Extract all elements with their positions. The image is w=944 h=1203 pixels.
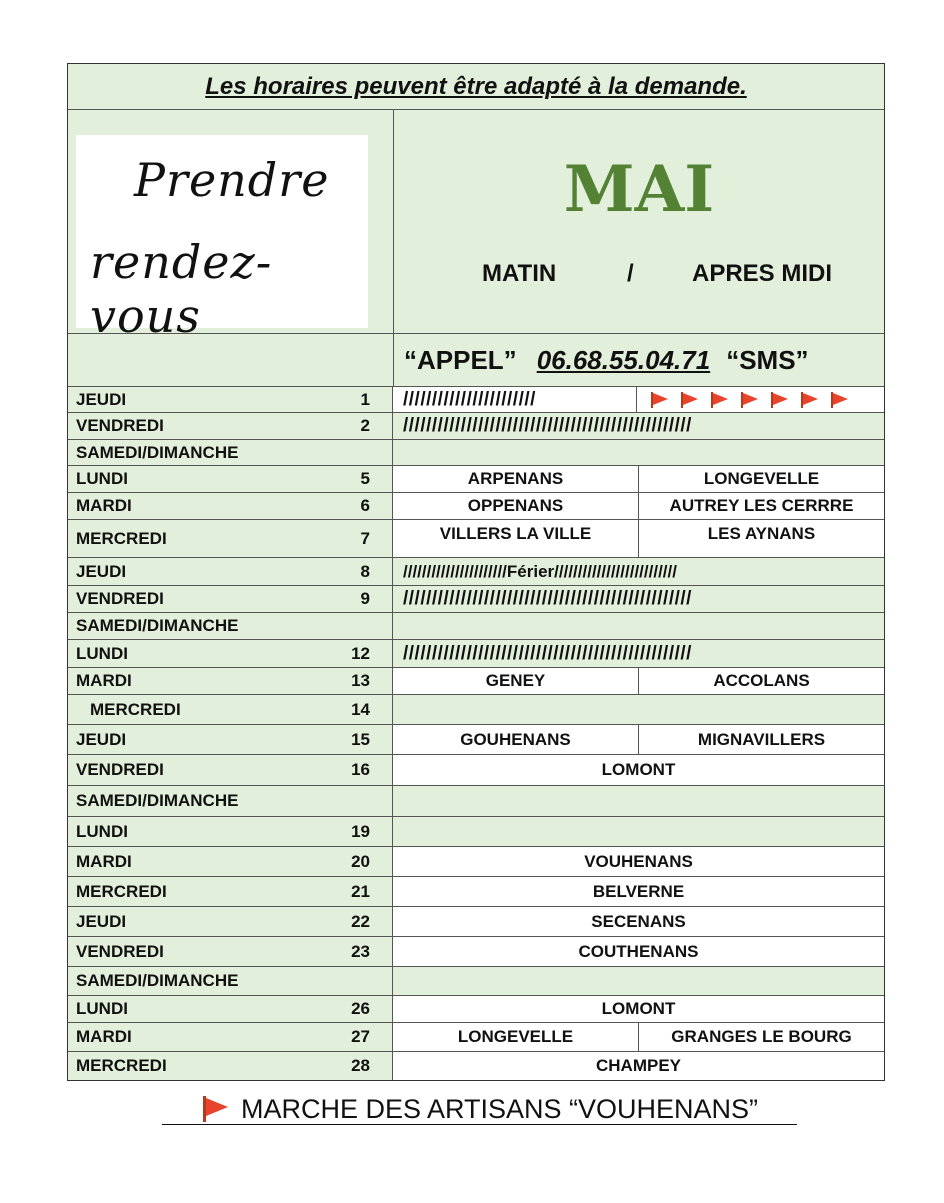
afternoon-location: LES AYNANS [638,520,884,557]
empty-slot [393,817,884,846]
sms-label: “SMS” [726,344,809,375]
activity-cells [393,520,884,557]
contact-info [394,334,884,386]
morning-location: VILLERS LA VILLE [439,524,592,543]
day-number: 27 [351,1027,370,1046]
activity-cells [393,440,884,465]
activity-cells [393,967,884,995]
day-cell [68,413,393,439]
phone-number[interactable]: 06.68.55.04.71 [536,344,711,375]
all-day-location: CHAMPEY [595,1056,681,1075]
day-cell [68,967,393,995]
day-cell [68,668,393,694]
activity-cells [393,466,884,492]
activity-cells [393,937,884,966]
day-name: JEUDI [76,729,127,749]
logo-line-2: rendez-vous [90,235,273,343]
afternoon-location: MIGNAVILLERS [638,725,884,754]
appointment-logo [76,135,368,343]
morning-location: LONGEVELLE [457,1027,574,1046]
morning-location: OPPENANS [467,496,564,515]
day-cell [68,695,393,724]
day-number: 16 [351,760,370,779]
day-cell [68,387,393,412]
day-name: MERCREDI [76,881,167,901]
schedule-row [68,613,884,640]
schedule-row [68,493,884,520]
schedule-row [68,558,884,586]
day-cell [68,877,393,906]
header-block [68,110,884,343]
activity-cells [393,907,884,936]
empty-slot [393,786,884,816]
footer-text: MARCHE DES ARTISANS “VOUHENANS” [240,1093,759,1124]
schedule-row [68,1052,884,1080]
day-number: 19 [351,821,370,841]
morning-location: GOUHENANS [460,729,571,749]
period-separator: / [627,260,634,287]
day-cell [68,786,393,816]
activity-cells [393,613,884,639]
day-name: VENDREDI [76,416,164,435]
day-number: 12 [351,643,370,663]
day-cell [68,558,393,585]
day-name: MERCREDI [76,1056,167,1075]
day-number: 20 [351,851,370,871]
holiday-mark: //////////////////////Férier////////////////////////// [403,561,677,581]
all-day-location: COUTHENANS [578,941,699,961]
schedule-row [68,520,884,558]
schedule-row [68,586,884,613]
all-day-location: VOUHENANS [584,851,693,871]
activity-cells [393,558,884,585]
day-number: 14 [351,699,370,719]
day-cell [68,937,393,966]
all-day-location: SECENANS [591,911,686,931]
flag-icon [681,392,703,408]
day-number: 23 [351,941,370,961]
day-number: 9 [360,589,370,608]
flag-icon [651,392,673,408]
day-number: 7 [360,528,370,548]
afternoon-location: GRANGES LE BOURG [638,1023,884,1051]
day-cell [68,493,393,519]
day-cell [68,640,393,667]
activity-cells [393,640,884,667]
schedule-row [68,967,884,996]
activity-cells [393,1052,884,1080]
morning-location: ARPENANS [467,469,564,488]
all-day-location: LOMONT [601,999,676,1018]
day-cell [68,725,393,754]
activity-cells [393,725,884,754]
call-label: “APPEL” [404,344,517,375]
all-day-location: LOMONT [601,760,676,779]
header-left [68,110,394,343]
activity-cells [393,817,884,846]
day-name: JEUDI [76,389,127,409]
empty-slot [393,440,884,465]
afternoon-location: ACCOLANS [638,668,884,694]
schedule-row [68,387,884,413]
unavailable-mark: ////////////////////////////////////////////////// [403,415,692,436]
afternoon-label: APRES MIDI [692,260,833,287]
day-cell [68,1052,393,1080]
day-number: 5 [360,469,370,488]
day-cell [68,755,393,785]
day-number: 28 [351,1056,370,1075]
schedule-row [68,466,884,493]
day-number: 13 [351,671,370,690]
day-number: 8 [360,561,370,581]
flag-icon [801,392,823,408]
activity-cells [393,1023,884,1051]
unavailable-mark: /////////////////////// [403,388,536,410]
day-number: 6 [360,496,370,515]
schedule-row [68,996,884,1023]
day-cell [68,907,393,936]
month-title: MAI [563,152,715,227]
flag-icon [201,1096,233,1122]
schedule-row [68,668,884,695]
day-name: SAMEDI/DIMANCHE [76,971,239,990]
flag-icon [771,392,793,408]
schedule-row [68,877,884,907]
flag-icon [711,392,733,408]
schedule-row [68,440,884,466]
day-name: LUNDI [76,821,128,841]
notice-text: Les horaires peuvent être adapté à la demande. [205,72,747,100]
day-name: LUNDI [76,999,128,1018]
day-name: LUNDI [76,469,128,488]
schedule-row [68,413,884,440]
activity-cells [393,387,884,412]
schedule-row [68,847,884,877]
schedule-row [68,937,884,967]
day-cell [68,520,393,557]
day-name: MARDI [76,851,132,871]
activity-cells [393,847,884,876]
activity-cells [393,493,884,519]
activity-cells [393,877,884,906]
schedule-row [68,786,884,817]
activity-cells [393,786,884,816]
schedule-rows [68,387,884,1080]
header-right [394,110,884,333]
day-name: MARDI [76,671,132,690]
empty-slot [393,613,884,639]
schedule-sheet [67,63,885,1081]
day-number: 15 [351,729,370,749]
day-name: SAMEDI/DIMANCHE [76,442,239,462]
schedule-row [68,725,884,755]
day-name: SAMEDI/DIMANCHE [76,616,239,635]
morning-location: GENEY [485,671,546,690]
unavailable-mark: ////////////////////////////////////////////////// [403,642,692,664]
day-number: 21 [351,881,370,901]
footer-note [162,1094,797,1125]
day-number: 1 [360,389,370,409]
activity-cells [393,755,884,785]
day-name: JEUDI [76,911,127,931]
flag-icon [831,392,853,408]
day-name: VENDREDI [76,760,164,779]
day-number: 26 [351,999,370,1018]
day-name: VENDREDI [76,941,164,961]
schedule-row [68,817,884,847]
notice-banner [68,64,884,110]
morning-label: MATIN [482,260,557,287]
unavailable-mark: ////////////////////////////////////////////////// [403,588,692,609]
day-cell [68,613,393,639]
day-cell [68,586,393,612]
empty-slot [393,695,884,724]
empty-slot [393,967,884,995]
activity-cells [393,413,884,439]
all-day-location: BELVERNE [592,881,685,901]
day-name: MERCREDI [76,528,167,548]
schedule-row [68,907,884,937]
activity-cells [393,668,884,694]
day-cell [68,847,393,876]
day-cell [68,440,393,465]
afternoon-location: LONGEVELLE [638,466,884,492]
activity-cells [393,586,884,612]
activity-cells [393,996,884,1022]
day-name: MARDI [76,1027,132,1046]
schedule-row [68,755,884,786]
day-name: LUNDI [76,643,128,663]
day-number: 22 [351,911,370,931]
day-number: 2 [360,416,370,435]
logo-line-1: Prendre [134,153,330,207]
day-name: JEUDI [76,561,127,581]
day-cell [68,466,393,492]
schedule-row [68,695,884,725]
day-name: VENDREDI [76,589,164,608]
flag-icon [741,392,763,408]
schedule-row [68,1023,884,1052]
day-cell [68,817,393,846]
day-name: MARDI [76,496,132,515]
event-flags [636,387,884,412]
day-name: MERCREDI [90,699,181,719]
afternoon-location: AUTREY LES CERRRE [638,493,884,519]
day-name: SAMEDI/DIMANCHE [76,791,239,810]
day-cell [68,1023,393,1051]
activity-cells [393,695,884,724]
schedule-row [68,640,884,668]
day-cell [68,996,393,1022]
